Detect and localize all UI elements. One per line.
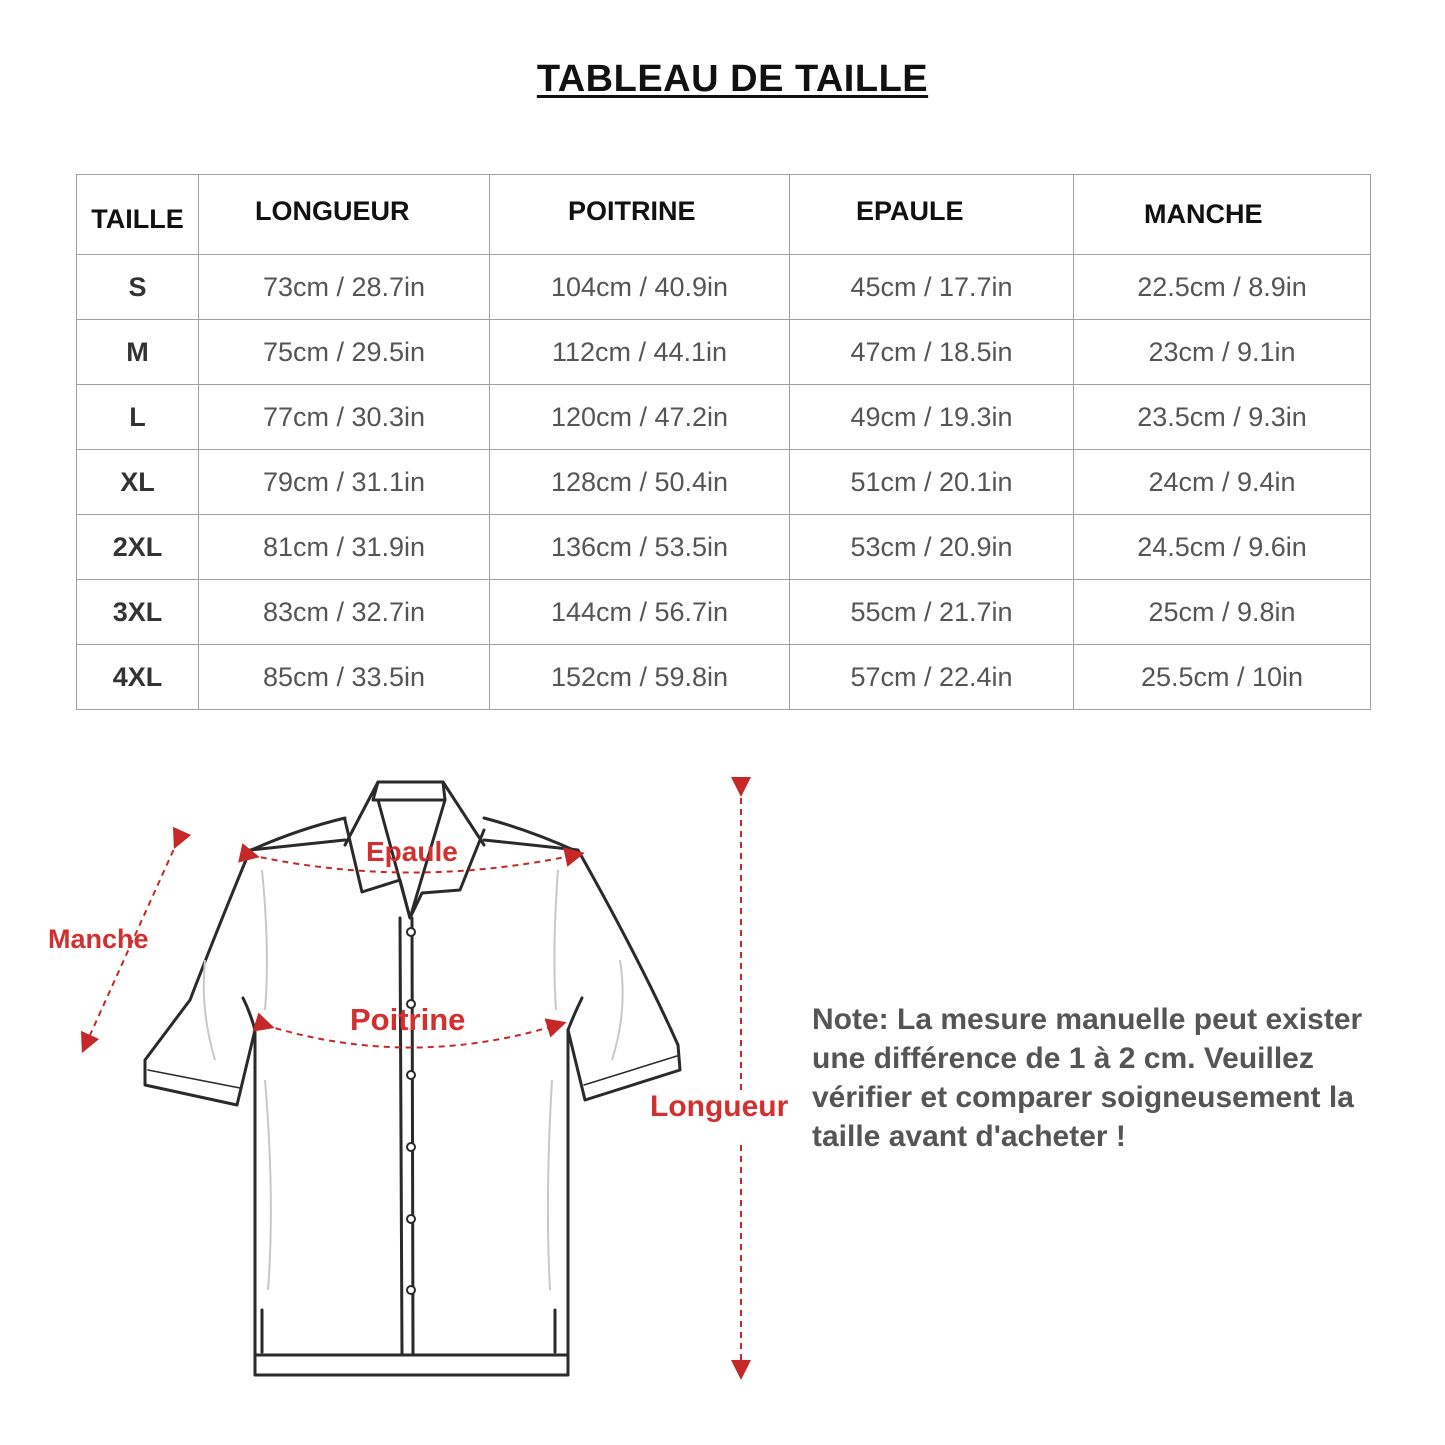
size-cell: S <box>77 255 199 320</box>
measurement-cell: 25cm / 9.8in <box>1074 580 1371 645</box>
size-cell: 4XL <box>77 645 199 710</box>
measurement-cell: 25.5cm / 10in <box>1074 645 1371 710</box>
measurement-cell: 81cm / 31.9in <box>199 515 490 580</box>
measurement-cell: 24cm / 9.4in <box>1074 450 1371 515</box>
measurement-cell: 47cm / 18.5in <box>790 320 1074 385</box>
measurement-cell: 45cm / 17.7in <box>790 255 1074 320</box>
size-table <box>76 174 1371 710</box>
measurement-cell: 79cm / 31.1in <box>199 450 490 515</box>
measurement-cell: 85cm / 33.5in <box>199 645 490 710</box>
measurement-cell: 104cm / 40.9in <box>490 255 790 320</box>
page-title: TABLEAU DE TAILLE <box>536 58 929 100</box>
measurement-cell: 152cm / 59.8in <box>490 645 790 710</box>
table-row <box>77 580 1371 645</box>
header-longueur: LONGUEUR <box>199 175 490 255</box>
table-header-row <box>77 175 1371 255</box>
shirt-measurement-diagram <box>0 760 820 1400</box>
measurement-cell: 24.5cm / 9.6in <box>1074 515 1371 580</box>
measurement-cell: 51cm / 20.1in <box>790 450 1074 515</box>
measurement-cell: 83cm / 32.7in <box>199 580 490 645</box>
measurement-cell: 49cm / 19.3in <box>790 385 1074 450</box>
table-row <box>77 385 1371 450</box>
label-epaule: Epaule <box>366 836 458 867</box>
size-cell: 3XL <box>77 580 199 645</box>
size-cell: XL <box>77 450 199 515</box>
measurement-cell: 75cm / 29.5in <box>199 320 490 385</box>
table-row <box>77 515 1371 580</box>
measurement-cell: 73cm / 28.7in <box>199 255 490 320</box>
table-row <box>77 255 1371 320</box>
measurement-cell: 23.5cm / 9.3in <box>1074 385 1371 450</box>
label-longueur: Longueur <box>650 1090 789 1123</box>
table-row <box>77 450 1371 515</box>
size-cell: M <box>77 320 199 385</box>
size-cell: L <box>77 385 199 450</box>
header-taille: TAILLE <box>77 175 199 255</box>
header-epaule: EPAULE <box>790 175 1074 255</box>
header-poitrine: POITRINE <box>490 175 790 255</box>
table-row <box>77 645 1371 710</box>
measurement-cell: 136cm / 53.5in <box>490 515 790 580</box>
measurement-cell: 57cm / 22.4in <box>790 645 1074 710</box>
note-text: Note: La mesure manuelle peut exister une différence de 1 à 2 cm. Veuillez vérifier et comparer soigneusement la taille avant d'acheter ! <box>812 1003 1363 1153</box>
measurement-cell: 144cm / 56.7in <box>490 580 790 645</box>
label-manche: Manche <box>48 924 149 954</box>
measurement-cell: 23cm / 9.1in <box>1074 320 1371 385</box>
measurement-cell: 128cm / 50.4in <box>490 450 790 515</box>
measurement-cell: 55cm / 21.7in <box>790 580 1074 645</box>
measurement-cell: 22.5cm / 8.9in <box>1074 255 1371 320</box>
measurement-cell: 112cm / 44.1in <box>490 320 790 385</box>
size-cell: 2XL <box>77 515 199 580</box>
label-poitrine: Poitrine <box>350 1002 466 1037</box>
table-row <box>77 320 1371 385</box>
measurement-cell: 53cm / 20.9in <box>790 515 1074 580</box>
measurement-cell: 77cm / 30.3in <box>199 385 490 450</box>
measurement-cell: 120cm / 47.2in <box>490 385 790 450</box>
header-manche: MANCHE <box>1074 175 1371 255</box>
